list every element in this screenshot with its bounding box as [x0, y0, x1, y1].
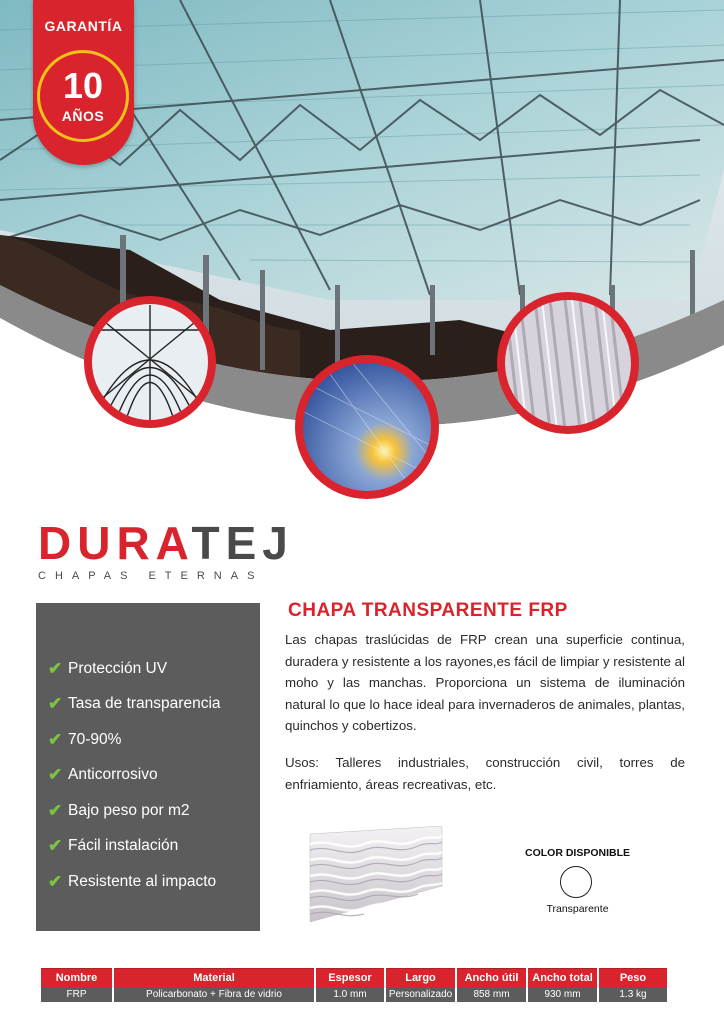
- spec-header-cell: Ancho útil: [457, 968, 526, 987]
- brand-logo: [38, 518, 294, 582]
- feature-item: [48, 829, 260, 865]
- spec-header-cell: Peso: [599, 968, 667, 987]
- spec-cell: 858 mm: [457, 987, 526, 1002]
- feature-label: Bajo peso por m2: [68, 801, 190, 819]
- spec-cell: 1.0 mm: [316, 987, 384, 1002]
- warranty-ring: [37, 50, 129, 142]
- spec-header-cell: Ancho total: [528, 968, 597, 987]
- feature-label: Fácil instalación: [68, 837, 179, 855]
- brand-tagline: CHAPAS ETERNAS: [38, 570, 264, 582]
- feature-label: Anticorrosivo: [68, 766, 158, 784]
- spec-header-cell: Espesor: [316, 968, 384, 987]
- features-list: [36, 603, 260, 900]
- check-icon: ✔: [48, 765, 63, 785]
- color-available-heading: COLOR DISPONIBLE: [524, 847, 630, 859]
- color-swatch-label: Transparente: [546, 903, 609, 915]
- product-description: Las chapas traslúcidas de FRP crean una superficie continua, duradera y resistente a los rayones,es fácil de limpiar y resistente al moho y las manchas. Proporciona un sistema de iluminación natural lo que lo hace ideal para invernaderos de animales, plantas, quinchos y cobertizos.: [285, 632, 685, 733]
- feature-item: [48, 793, 260, 829]
- spec-cell: Personalizado: [386, 987, 455, 1002]
- warranty-badge: [33, 0, 134, 165]
- spec-header-cell: Material: [114, 968, 314, 987]
- feature-item: [48, 758, 260, 794]
- spec-table-row: [41, 987, 667, 1002]
- check-icon: ✔: [48, 658, 63, 678]
- transparent-color-swatch: [560, 866, 592, 898]
- feature-item: [48, 651, 260, 687]
- product-uses: Usos: Talleres industriales, construcción civil, torres de enfriamiento, áreas recreativas, etc.: [285, 755, 685, 792]
- brand-name: [38, 518, 294, 568]
- check-icon: ✔: [48, 836, 63, 856]
- features-panel: [36, 603, 260, 931]
- feature-item: [48, 687, 260, 723]
- check-icon: ✔: [48, 729, 63, 749]
- warranty-label: GARANTÍA: [44, 18, 123, 34]
- warranty-years-unit: AÑOS: [61, 108, 105, 124]
- warranty-years-number: 10: [62, 65, 104, 106]
- spec-cell: Policarbonato + Fibra de vidrio: [114, 987, 314, 1002]
- spec-cell: 1.3 kg: [599, 987, 667, 1002]
- brand-name-part-a: DURA: [38, 517, 192, 569]
- check-icon: ✔: [48, 694, 63, 714]
- check-icon: ✔: [48, 800, 63, 820]
- feature-label: Resistente al impacto: [68, 872, 217, 890]
- feature-label: Tasa de transparencia: [68, 695, 221, 713]
- spec-table-header-row: [41, 968, 667, 987]
- spec-header-cell: Nombre: [41, 968, 112, 987]
- check-icon: ✔: [48, 871, 63, 891]
- spec-header-cell: Largo: [386, 968, 455, 987]
- feature-item: [48, 722, 260, 758]
- spec-cell: 930 mm: [528, 987, 597, 1002]
- product-title: CHAPA TRANSPARENTE FRP: [288, 600, 568, 621]
- spec-table: [39, 968, 669, 1002]
- greenhouse-photo-circle: [84, 296, 216, 428]
- corrugated-sheet-image: [302, 826, 447, 931]
- spec-cell: FRP: [41, 987, 112, 1002]
- brand-name-part-b: TEJ: [191, 517, 294, 569]
- feature-label: 70-90%: [68, 730, 122, 748]
- feature-label: Protección UV: [68, 659, 168, 677]
- feature-item: [48, 864, 260, 900]
